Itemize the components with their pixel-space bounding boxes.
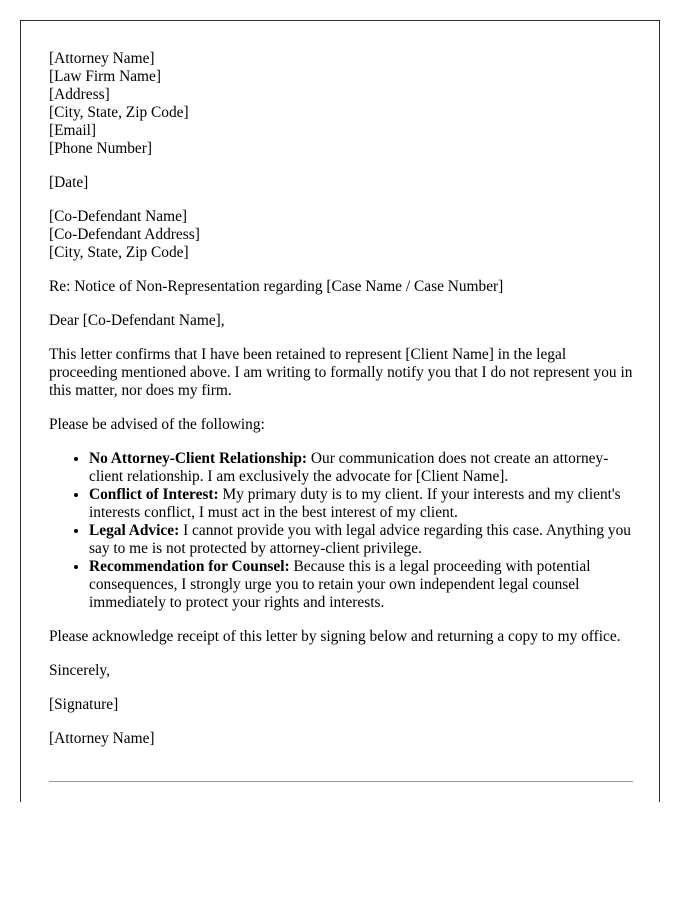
sender-block	[49, 50, 633, 158]
sender-address: [Address]	[49, 86, 110, 103]
salutation: Dear [Co-Defendant Name],	[49, 312, 225, 329]
list-item	[89, 522, 633, 558]
recipient-name: [Co-Defendant Name]	[49, 208, 188, 225]
list-item	[89, 486, 633, 522]
point-title: Recommendation for Counsel:	[89, 558, 290, 575]
recipient-block	[49, 208, 633, 262]
point-text: I cannot provide you with legal advice regarding this case. Anything you say to me is not protected by attorney-client privilege.	[89, 522, 631, 557]
sender-email: [Email]	[49, 122, 97, 139]
points-list	[49, 450, 633, 612]
sender-phone: [Phone Number]	[49, 140, 153, 157]
subject-line: Re: Notice of Non-Representation regarding [Case Name / Case Number]	[49, 278, 504, 295]
closing: Sincerely,	[49, 662, 110, 679]
list-item	[89, 450, 633, 486]
list-item	[89, 558, 633, 612]
point-title: Legal Advice:	[89, 522, 180, 539]
point-text: Our communication does not create an attorney-client relationship. I am exclusively the advocate for [Client Name].	[89, 450, 609, 485]
letter-content	[49, 50, 633, 764]
sender-firm: [Law Firm Name]	[49, 68, 161, 85]
point-title: No Attorney-Client Relationship:	[89, 450, 308, 467]
sender-city-state-zip: [City, State, Zip Code]	[49, 104, 189, 121]
acknowledgment-paragraph: Please acknowledge receipt of this letter by signing below and returning a copy to my office.	[49, 628, 621, 645]
signer-name: [Attorney Name]	[49, 730, 155, 747]
intro-paragraph: This letter confirms that I have been retained to represent [Client Name] in the legal proceeding mentioned above. I am writing to formally notify you that I do not represent you in this matter, nor does my firm.	[49, 346, 633, 399]
signature-placeholder: [Signature]	[49, 696, 119, 713]
letter-page	[20, 20, 660, 802]
point-text: Because this is a legal proceeding with potential consequences, I strongly urge you to retain your own independent legal counsel immediately to protect your rights and interests.	[89, 558, 591, 611]
point-title: Conflict of Interest:	[89, 486, 219, 503]
recipient-city-state-zip: [City, State, Zip Code]	[49, 244, 189, 261]
sender-name: [Attorney Name]	[49, 50, 155, 67]
point-text: My primary duty is to my client. If your interests and my client's interests conflict, I must act in the best interest of my client.	[89, 486, 621, 521]
letter-date: [Date]	[49, 174, 89, 191]
footer-divider	[49, 781, 633, 782]
recipient-address: [Co-Defendant Address]	[49, 226, 200, 243]
advisement-paragraph: Please be advised of the following:	[49, 416, 265, 433]
